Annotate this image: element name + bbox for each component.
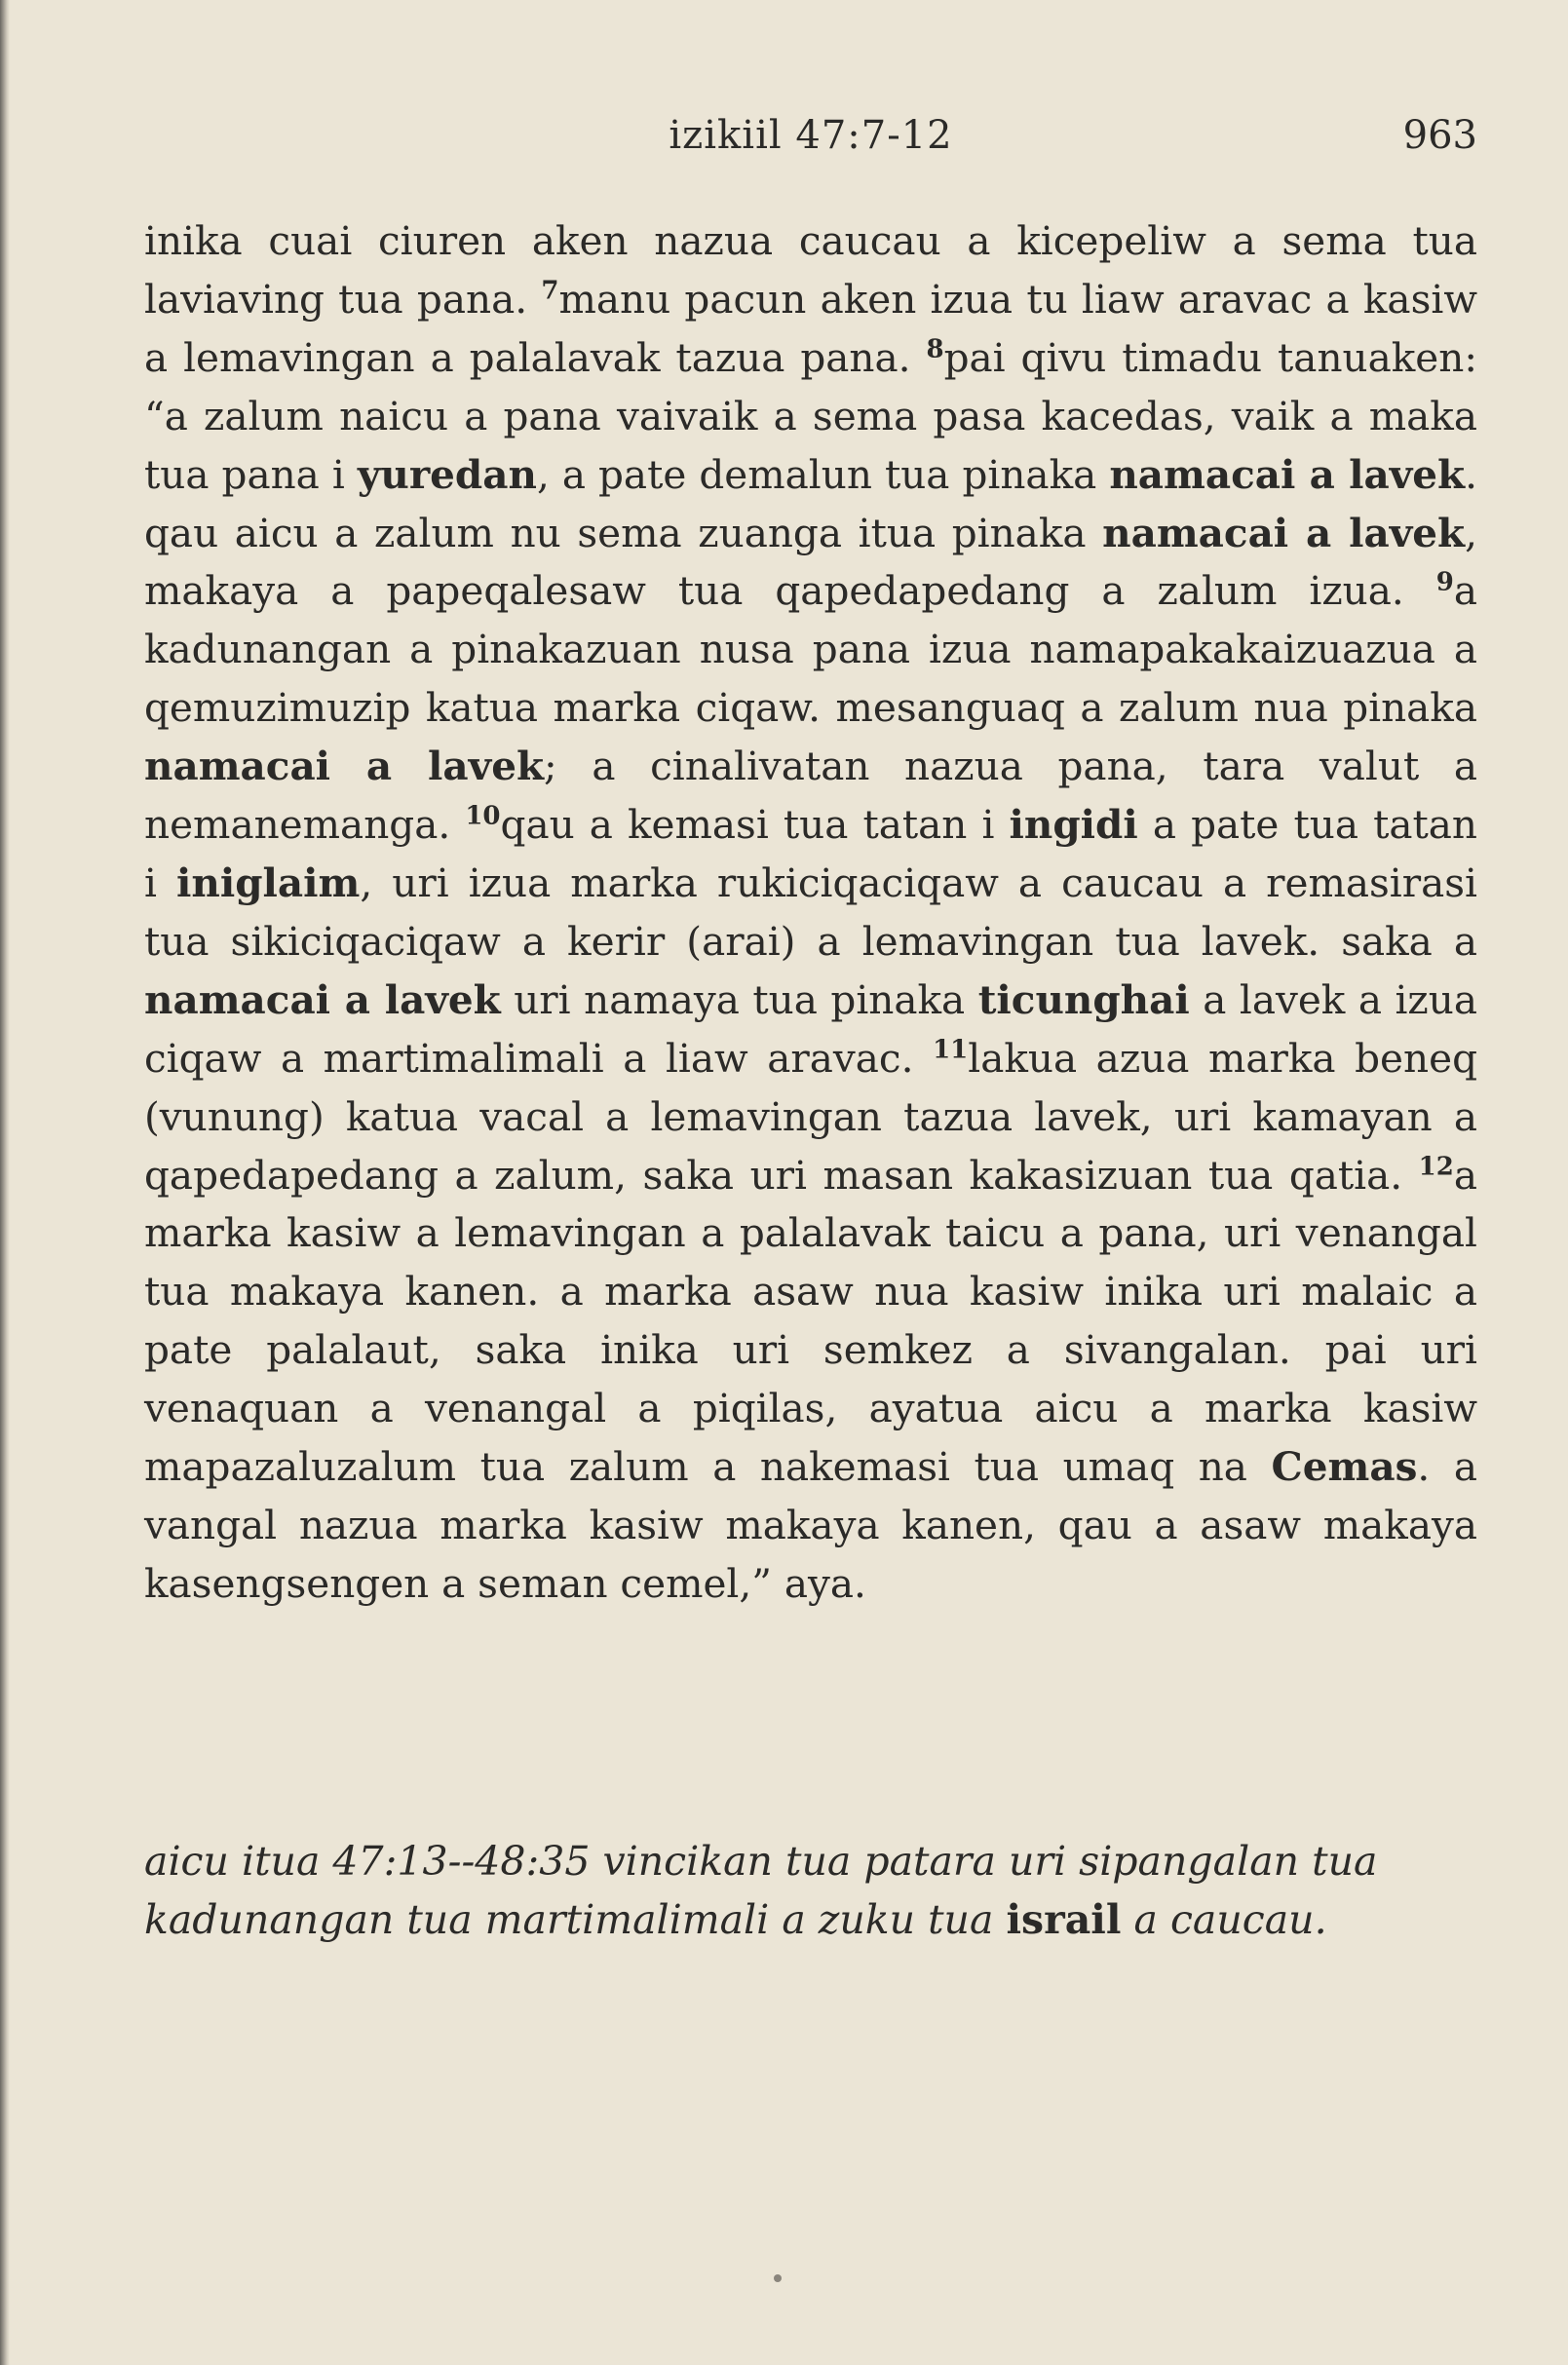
verse-number-7: 7 xyxy=(541,276,559,306)
verse-number-9: 9 xyxy=(1435,567,1454,597)
text-run: ; a cinalivatan nazua pana, tara valut a nemanemanga. xyxy=(144,743,1478,849)
bold-term: yuredan xyxy=(357,450,537,498)
text-run: , a pate demalun tua pinaka xyxy=(536,450,1110,498)
verse-number-11: 11 xyxy=(933,1035,969,1065)
verse-number-10: 10 xyxy=(465,801,501,831)
text-run: uri namaya tua pinaka xyxy=(500,975,978,1023)
text-run: . a vangal nazua marka kasiw makaya kanen, qau a asaw makaya kasengsengen a seman cemel,” aya. xyxy=(144,1443,1477,1607)
page-header xyxy=(144,105,1477,164)
bold-term: ticunghai xyxy=(977,975,1190,1023)
text-run: a kadunangan a pinakazuan nusa pana izua namapakakaizuazua a qemuzimuzip katua marka ciqaw. mesanguaq a zalum nua pinaka xyxy=(144,567,1477,732)
bold-term: namacai a lavek xyxy=(144,975,501,1023)
verse-number-8: 8 xyxy=(926,334,944,364)
text-run: pai qivu timadu tanuaken: “a zalum naicu a pana vaivaik a sema pasa kacedas, vaik a maka tua pana i xyxy=(144,333,1478,498)
heading-run: a caucau. xyxy=(1121,1896,1327,1943)
text-run: a marka kasiw a lemavingan a palalavak taicu a pana, uri venangal tua makaya kanen. a marka asaw nua kasiw inika uri malaic a pate palalaut, saka inika uri semkez a sivangalan. pai uri venaquan a venangal a piqilas, ayatua aicu a marka kasiw mapazaluzalum tua zalum a nakemasi tua umaq na xyxy=(144,1151,1477,1491)
text-run: , makaya a papeqalesaw tua qapedapedang a zalum izua. xyxy=(144,509,1477,615)
text-run: . qau aicu a zalum nu sema zuanga itua pinaka xyxy=(144,450,1477,556)
binding-edge xyxy=(0,0,10,2365)
text-run: lakua azua marka beneq (vunung) katua vacal a lemavingan tazua lavek, uri kamayan a qapedapedang a zalum, saka uri masan kakasizuan tua qatia. xyxy=(144,1034,1477,1199)
bold-term: israil xyxy=(1006,1896,1122,1943)
text-run: qau a kemasi tua tatan i xyxy=(500,801,1010,849)
text-run: a pate tua tatan i xyxy=(144,801,1477,906)
text-run: a lavek a izua ciqaw a martimalimali a liaw aravac. xyxy=(144,975,1477,1082)
page-speck xyxy=(774,2274,782,2282)
paragraph xyxy=(144,212,1477,1614)
page-number: 963 xyxy=(1402,113,1477,158)
bold-term: ingidi xyxy=(1009,801,1138,849)
heading-run: aicu itua 47:13--48:35 vincikan tua patara uri sipangalan tua kadunangan tua martimalimali a zuku tua xyxy=(144,1838,1378,1943)
body-text xyxy=(144,212,1477,1614)
bold-term: iniglaim xyxy=(175,858,361,906)
bold-term: namacai a lavek xyxy=(1109,450,1466,498)
bold-term: namacai a lavek xyxy=(144,743,545,790)
text-run: manu pacun aken izua tu liaw aravac a kasiw a lemavingan a palalavak tazua pana. xyxy=(144,275,1477,381)
verse-number-12: 12 xyxy=(1418,1152,1454,1181)
bold-term: Cemas xyxy=(1271,1443,1418,1491)
bold-term: namacai a lavek xyxy=(1102,509,1466,556)
text-run: inika cuai ciuren aken nazua caucau a kicepeliw a sema tua laviaving tua pana. xyxy=(144,217,1477,323)
text-run: , uri izua marka rukiciqaciqaw a caucau a remasirasi tua sikiciqaciqaw a kerir (arai) a lemavingan tua lavek. saka a xyxy=(144,858,1477,965)
running-head: izikiil 47:7-12 xyxy=(669,113,953,158)
section-heading xyxy=(144,1832,1477,1949)
